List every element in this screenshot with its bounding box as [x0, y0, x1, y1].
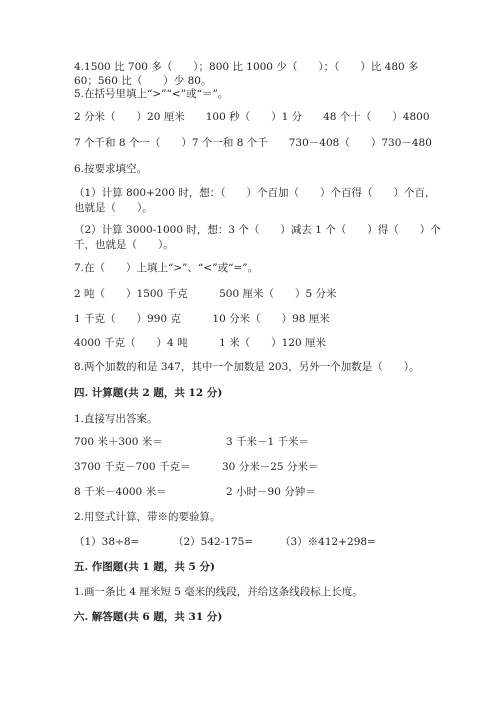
- q7-row3: 4000 千克（ ）4 吨 1 米（ ）120 厘米: [74, 337, 326, 349]
- q5-row2: 7 个千和 8 个一（ ）7 个一和 8 个千 730－408（ ）730－480: [74, 137, 432, 149]
- calc-r2-right: 30 分米－25 分米＝: [222, 461, 319, 473]
- calc-q2-b: （2）542-175=: [173, 536, 254, 548]
- q4-line2: 60；560 比（ ）少 80。: [74, 75, 212, 87]
- calc-r3-right: 2 小时－90 分钟＝: [226, 486, 316, 498]
- calc-q1-title: 1.直接写出答案。: [74, 413, 158, 425]
- q7-row2: 1 千克（ ）990 克 10 分米（ ）98 厘米: [74, 313, 330, 325]
- q6-part2-line2: 千，也就是（ ）。: [74, 239, 174, 251]
- q6-title: 6.按要求填空。: [74, 163, 148, 175]
- section6-heading: 六. 解答题(共 6 题，共 31 分): [74, 611, 223, 623]
- calc-r1-right: 3 千米－1 千米＝: [226, 436, 310, 448]
- drawing-q1: 1.画一条比 4 厘米短 5 毫米的线段，并给这条线段标上长度。: [74, 586, 363, 598]
- q6-part1-line2: 也就是（ ）。: [74, 202, 153, 214]
- calc-q2-a: （1）38÷8=: [74, 536, 140, 548]
- section5-heading: 五. 作图题(共 1 题，共 5 分): [74, 561, 215, 573]
- calc-r3-left: 8 千米－4000 米＝: [74, 486, 167, 498]
- calc-q2-c: （3）※412+298=: [280, 536, 376, 548]
- q7-row1: 2 吨（ ）1500 千克 500 厘米（ ）5 分米: [74, 288, 337, 300]
- q6-part1-line1: （1）计算 800+200 时，想：（ ）个百加（ ）个百得（ ）个百，: [74, 187, 436, 199]
- q5-title: 5.在括号里填上“>”“<”或“＝”。: [74, 88, 229, 100]
- calc-r2-left: 3700 千克－700 千克＝: [74, 461, 191, 473]
- q5-row1: 2 分米（ ）20 厘米 100 秒（ ）1 分 48 个十（ ）4800: [74, 111, 430, 123]
- q6-part2-line1: （2）计算 3000-1000 时，想：3 个（ ）减去 1 个（ ）得（ ）个: [74, 224, 441, 236]
- section4-heading: 四. 计算题(共 2 题，共 12 分): [74, 387, 223, 399]
- calc-r1-left: 700 米＋300 米＝: [74, 436, 163, 448]
- q4-line1: 4.1500 比 700 多（ ）；800 比 1000 少（ ）；（ ）比 480 多: [74, 61, 419, 73]
- calc-q2-title: 2.用竖式计算，带※的要验算。: [74, 511, 221, 523]
- q8-text: 8.两个加数的和是 347，其中一个加数是 203，另外一个加数是（ ）。: [74, 361, 420, 373]
- q7-title: 7.在（ ）上填上“>”、“<”或“=”。: [74, 262, 259, 274]
